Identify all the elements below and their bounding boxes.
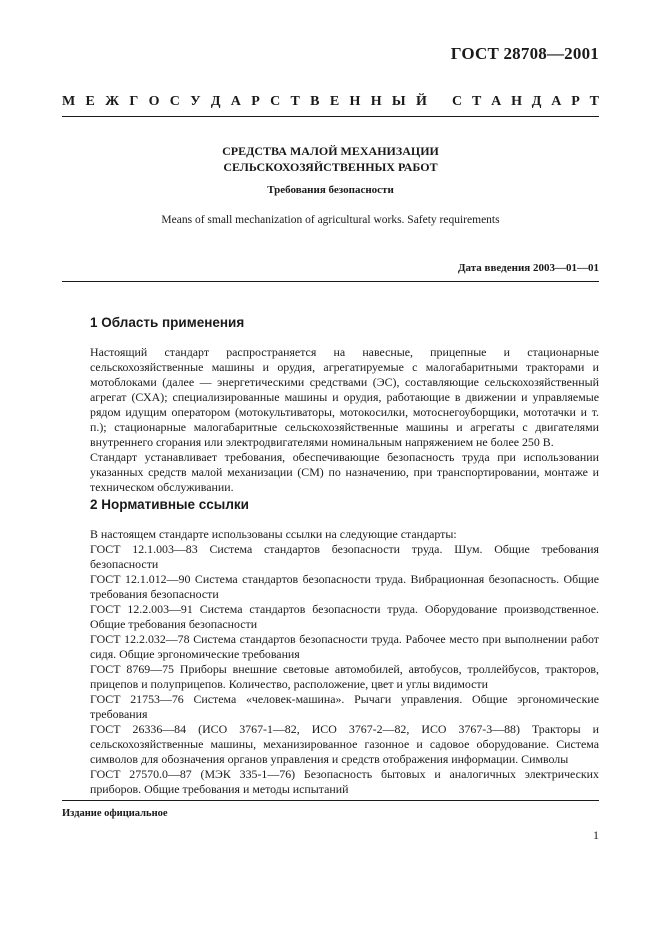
document-code: ГОСТ 28708—2001 [450, 44, 599, 63]
document-title [62, 143, 599, 175]
banner-letter: Т [471, 94, 482, 109]
banner-letter: С [270, 94, 281, 109]
reference-item: ГОСТ 12.1.012—90 Система стандартов безопасности труда. Вибрационная безопасность. Общие требования безопасности [90, 572, 599, 601]
header-rule [62, 116, 599, 117]
banner-letter: А [491, 94, 502, 109]
banner-letter: Г [129, 94, 139, 109]
banner-letter: Н [511, 94, 522, 109]
reference-item: ГОСТ 8769—75 Приборы внешние световые автомобилей, автобусов, троллейбусов, тракторов, прицепов и полуприцепов. Количество, расположение, цвет и углы видимости [90, 662, 599, 691]
reference-item: ГОСТ 27570.0—87 (МЭК 335-1—76) Безопасность бытовых и аналогичных электрических приборов. Общие требования и методы испытаний [90, 767, 599, 796]
effective-date: Дата введения 2003—01—01 [457, 262, 599, 274]
banner-word-interstate [62, 94, 427, 110]
banner-word-standard [452, 94, 599, 110]
document-subtitle: Требования безопасности [267, 184, 394, 196]
page-number: 1 [593, 828, 599, 842]
footer-rule [62, 800, 599, 801]
banner-letter: Ж [105, 94, 120, 109]
banner-letter: Е [85, 94, 95, 109]
date-rule [62, 281, 599, 282]
reference-item: ГОСТ 26336—84 (ИСО 3767-1—82, ИСО 3767-2—82, ИСО 3767-3—88) Тракторы и сельскохозяйственные машины, механизированное газонное и садовое оборудование. Система символов для обозначения органов управления и средств отображения информации. Символы [90, 722, 599, 766]
section-heading-references: 2 Нормативные ссылки [90, 497, 249, 512]
reference-item: ГОСТ 12.1.003—83 Система стандартов безопасности труда. Шум. Общие требования безопасности [90, 542, 599, 571]
scope-body [62, 345, 599, 495]
banner-letter: С [169, 94, 180, 109]
references-intro: В настоящем стандарте использованы ссылки на следующие стандарты: [90, 527, 457, 541]
title-line-1: СРЕДСТВА МАЛОЙ МЕХАНИЗАЦИИ [222, 144, 439, 158]
banner-letter: М [62, 94, 76, 109]
reference-item: ГОСТ 21753—76 Система «человек-машина». Рычаги управления. Общие эргономические требования [90, 692, 599, 721]
banner-letter: Р [571, 94, 580, 109]
banner-letter: Ы [391, 94, 406, 109]
standard-type-banner [62, 94, 599, 110]
banner-letter: Й [415, 94, 427, 109]
banner-letter: Д [531, 94, 542, 109]
banner-letter: Е [329, 94, 340, 109]
banner-letter: Р [251, 94, 260, 109]
banner-letter: Т [290, 94, 300, 109]
banner-letter: Н [349, 94, 361, 109]
references-body [62, 527, 599, 797]
scope-paragraph-2: Стандарт устанавливает требования, обеспечивающие безопасность труда при использовании указанных средств малой механизации (СМ) по назначению, при транспортировании, монтаже и техническом обслуживании. [90, 450, 599, 494]
banner-letter: А [551, 94, 562, 109]
banner-letter: С [452, 94, 463, 109]
section-heading-scope: 1 Область применения [90, 315, 245, 330]
english-title: Means of small mechanization of agricultural works. Safety requirements [161, 214, 500, 226]
banner-letter: Т [589, 94, 599, 109]
scope-paragraph-1: Настоящий стандарт распространяется на навесные, прицепные и стационарные сельскохозяйственные машины и орудия, агрегатируемые с малогабаритными тракторами и мотоблоками (далее — энергетическими средствами (ЭС), составляющие сельскохозяйственный агрегат (СХА); специализированные машины и орудия, работающие в движении и управляемые рядом идущим оператором (мотокультиваторы, мотокосилки, мотоснегоуборщики, мототачки и т. п.); стационарные малогабаритные сельскохозяйственные машины и агрегаты с двигателями внутреннего сгорания или электродвигателями номинальным напряжением не более 250 В. [90, 345, 599, 449]
banner-letter: О [148, 94, 160, 109]
banner-letter: У [190, 94, 201, 109]
reference-item: ГОСТ 12.2.032—78 Система стандартов безопасности труда. Рабочее место при выполнении работ сидя. Общие эргономические требования [90, 632, 599, 661]
title-line-2: СЕЛЬСКОХОЗЯЙСТВЕННЫХ РАБОТ [223, 160, 438, 174]
reference-item: ГОСТ 12.2.003—91 Система стандартов безопасности труда. Оборудование производственное. Общие требования безопасности [90, 602, 599, 631]
banner-letter: Н [370, 94, 382, 109]
banner-letter: А [230, 94, 241, 109]
banner-letter: В [310, 94, 320, 109]
official-edition-label: Издание официальное [62, 808, 168, 819]
banner-letter: Д [210, 94, 221, 109]
